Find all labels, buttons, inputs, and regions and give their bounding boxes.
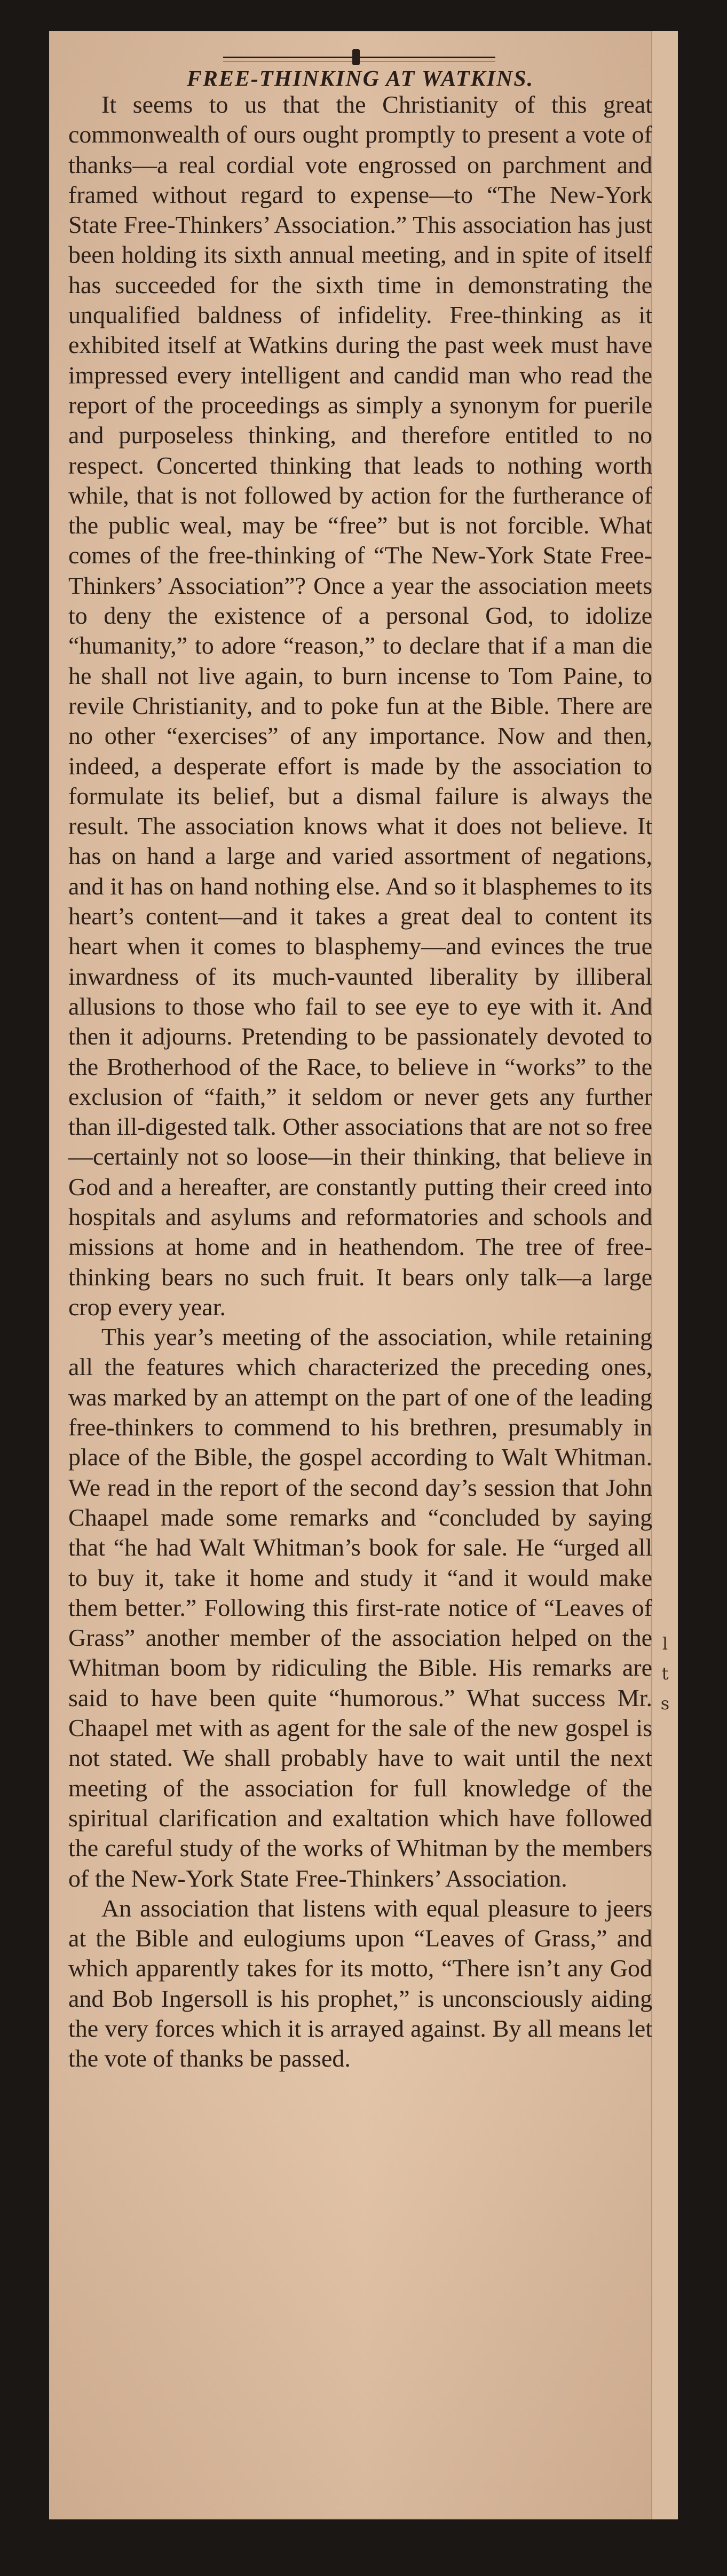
rule-ornament bbox=[352, 49, 360, 65]
margin-letter: t bbox=[661, 1663, 669, 1684]
title-block bbox=[68, 42, 652, 90]
article bbox=[68, 42, 652, 2074]
margin-letter: s bbox=[660, 1693, 670, 1714]
article-title: FREE-THINKING AT WATKINS. bbox=[186, 67, 534, 91]
margin-letter: l bbox=[662, 1633, 668, 1654]
article-paragraph: An association that listens with equal pleasure to jeers at the Bible and eulogiums upon “Leaves of Grass,” and which apparently takes for its motto, “There isn’t any God and Bob Ingersoll is his prophet,” is unconsciously aiding the very forces which it is arrayed against. By all means let the vote of thanks be passed. bbox=[68, 1894, 652, 2072]
adjacent-column-edge bbox=[651, 31, 678, 2519]
newspaper-clipping bbox=[49, 31, 678, 2519]
article-paragraph: It seems to us that the Christianity of this great commonwealth of ours ought promptly to present a vote of thanks—a real cordial vote engrossed on parchment and framed without regard to expense—to “The New-York State Free-Thinkers’ Association.” This association has just been holding its sixth annual meeting, and in spite of itself has succeeded for the sixth time in demonstrating the unqualified baldness of infidelity. Free-thinking as it exhibited itself at Watkins during the past week must have impressed every intelligent and candid man who read the report of the proceedings as simply a synonym for puerile and purposeless thinking, and therefore entitled to no respect. Concerted thinking that leads to nothing worth while, that is not followed by action for the furtherance of the public weal, may be “free” but is not forcible. What comes of the free-thinking of “The New-York State Free-Thinkers’ Association”? Once a year the association meets to deny the existence of a personal God, to idolize “humanity,” to adore “reason,” to declare that if a man die he shall not live again, to burn incense to Tom Paine, to revile Christianity, and to poke fun at the Bible. There are no other “exercises” of any importance. Now and then, indeed, a desperate effort is made by the association to formulate its belief, but a dismal failure is always the result. The association knows what it does not believe. It has on hand a large and varied assortment of negations, and it has on hand nothing else. And so it blasphemes to its heart’s content—and it takes a great deal to content its heart when it comes to blasphemy—and evinces the true inwardness of its much-vaunted liberality by illiberal allusions to those who fail to see eye to eye with it. And then it adjourns. Pretending to be passionately devoted to the Brotherhood of the Race, to believe in “works” to the exclusion of “faith,” it seldom or never gets any further than ill-digested talk. Other associations that are not so free—certainly not so loose—in their thinking, that believe in God and a hereafter, are constantly putting their creed into hospitals and asylums and reformatories and schools and missions at home and in heathendom. The tree of free-thinking bears no such fruit. It bears only talk—a large crop every year. bbox=[68, 91, 652, 1321]
article-paragraph: This year’s meeting of the association, while retaining all the features which characterized the preceding ones, was marked by an attempt on the part of one of the leading free-thinkers to commend to his brethren, presumably in place of the Bible, the gospel according to Walt Whitman. We read in the report of the second day’s session that John Chaapel made some remarks and “concluded by saying that “he had Walt Whitman’s book for sale. He “urged all to buy it, take it home and study it “and it would make them better.” Following this first-rate notice of “Leaves of Grass” another member of the association helped on the Whitman boom by ridiculing the Bible. His remarks are said to have been quite “humorous.” What success Mr. Chaapel met with as agent for the sale of the new gospel is not stated. We shall probably have to wait until the next meeting of the association for full knowledge of the spiritual clarification and exaltation which have followed the careful study of the works of Whitman by the members of the New-York State Free-Thinkers’ Association. bbox=[68, 1323, 652, 1892]
